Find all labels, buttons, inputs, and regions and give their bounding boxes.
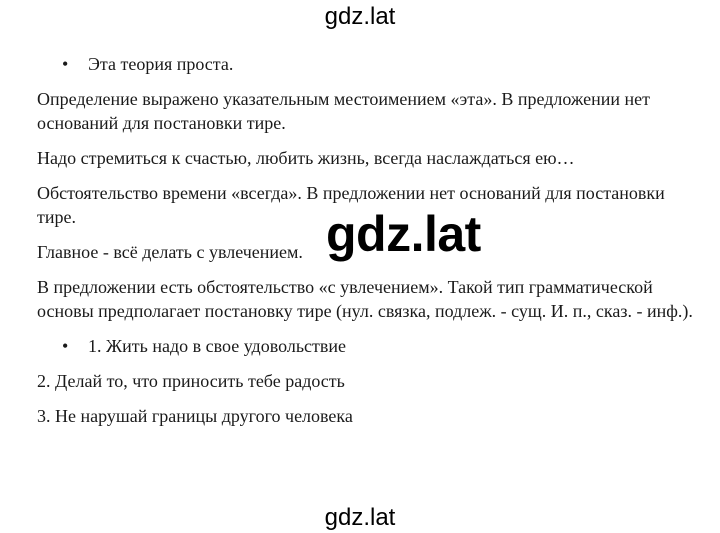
watermark-center: gdz.lat xyxy=(326,206,481,262)
paragraph: Определение выражено указательным местоимением «эта». В предложении нет оснований для постановки тире. xyxy=(37,89,650,133)
paragraph-text: 1. Жить надо в свое удовольствие xyxy=(88,336,347,356)
paragraph: Главное - всё делать с увлечением. xyxy=(37,242,303,262)
paragraph: Надо стремиться к счастью, любить жизнь, всегда наслаждаться ею… xyxy=(37,148,575,168)
bullet-icon: • xyxy=(62,336,69,356)
list-item xyxy=(37,334,697,358)
bullet-icon: • xyxy=(62,54,69,74)
watermark-top: gdz.lat xyxy=(324,3,396,30)
paragraph: В предложении есть обстоятельство «с увлечением». Такой тип грамматической основы предполагает постановку тире (нул. связка, подлеж. - сущ. И. п., сказ. - инф.). xyxy=(37,277,693,321)
paragraph-text: Эта теория проста. xyxy=(88,54,234,74)
paragraph: 2. Делай то, что приносить тебе радость xyxy=(37,371,345,391)
paragraph: 3. Не нарушай границы другого человека xyxy=(37,406,353,426)
watermark-bottom: gdz.lat xyxy=(324,504,396,531)
list-item xyxy=(37,52,697,76)
paragraph: Обстоятельство времени «всегда». В предложении нет оснований для постановки тире. xyxy=(37,183,665,227)
